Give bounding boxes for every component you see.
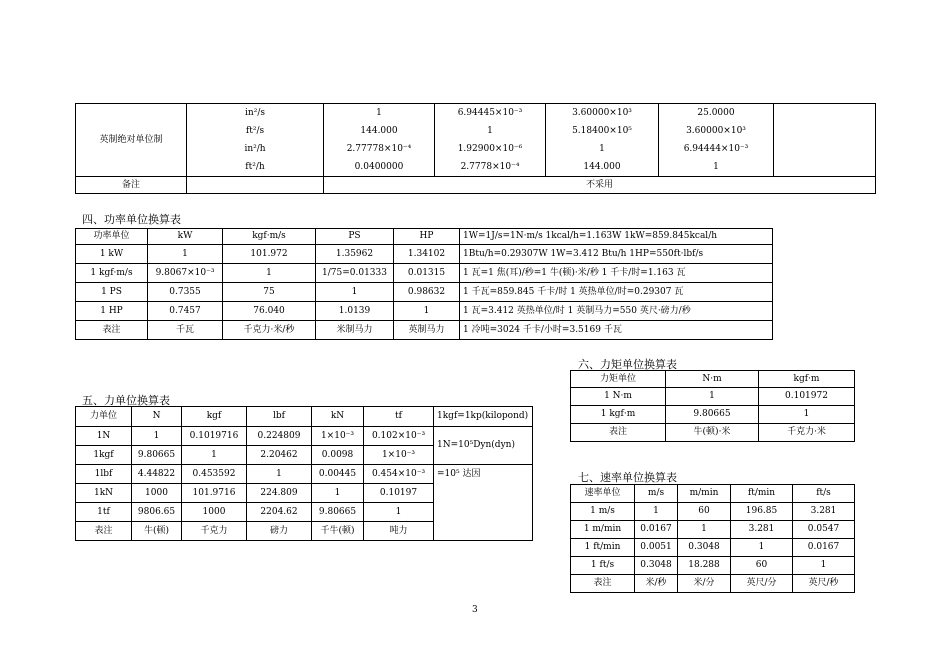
force-note: 1N=10⁵Dyn(dyn) <box>434 427 533 465</box>
value-cell: 1.92900×10⁻⁶ <box>457 144 523 154</box>
table-cell: 0.0167 <box>635 521 678 539</box>
column-header: 速率单位 <box>571 485 635 503</box>
table-row <box>76 427 533 446</box>
value-cell: 5.18400×10⁵ <box>572 126 632 136</box>
column-header: kgf·m <box>759 371 855 388</box>
table-cell: 224.809 <box>247 484 312 503</box>
table-cell: 0.101972 <box>759 388 855 406</box>
table-cell: 1 ft/min <box>571 539 635 557</box>
table-row <box>571 406 855 424</box>
table-cell: 英尺/秒 <box>793 575 855 593</box>
table-cell: 1.35962 <box>316 245 394 264</box>
remark-label: 备注 <box>76 177 187 194</box>
table-cell: 米/秒 <box>635 575 678 593</box>
unit-cell: ft²/h <box>245 162 265 172</box>
column-header: m/min <box>678 485 731 503</box>
force-note: 1kgf=1kp(kilopond) <box>434 407 533 427</box>
table-cell: 1 <box>132 427 182 446</box>
table-cell: 1.34102 <box>394 245 460 264</box>
table-cell: 0.454×10⁻³ <box>364 465 434 484</box>
table-cell: 1 m/min <box>571 521 635 539</box>
column-header: m/s <box>635 485 678 503</box>
force-note: =10⁵ 达因 <box>434 465 533 541</box>
table-cell: 牛(顿) <box>132 522 182 541</box>
unit-cell: in²/h <box>244 144 266 154</box>
table-cell: 1 <box>666 388 759 406</box>
units-col <box>187 104 324 177</box>
table-cell: 60 <box>678 503 731 521</box>
table-cell: 牛(顿)·米 <box>666 424 759 442</box>
value-cell: 25.0000 <box>697 108 735 118</box>
force-table-title: 五、力单位换算表 <box>82 394 170 407</box>
table-cell: 磅力 <box>247 522 312 541</box>
column-header: 力单位 <box>76 407 132 427</box>
column-header: N <box>132 407 182 427</box>
table-cell: 4.44822 <box>132 465 182 484</box>
table-cell: 0.1019716 <box>182 427 247 446</box>
table-cell: 1 m/s <box>571 503 635 521</box>
table-row <box>76 465 533 484</box>
table-row <box>76 302 773 321</box>
table-cell: 2.20462 <box>247 446 312 465</box>
value-cell: 6.94444×10⁻³ <box>683 144 749 154</box>
table-row <box>76 245 773 264</box>
table-cell: 9.80665 <box>666 406 759 424</box>
table-cell: 3.281 <box>793 503 855 521</box>
table-cell: 0.3048 <box>635 557 678 575</box>
table-cell: 1 冷吨=3024 千卡/小时=3.5169 千瓦 <box>460 321 773 340</box>
value-cell: 3.60000×10³ <box>686 126 746 136</box>
table-cell: 1kN <box>76 484 132 503</box>
table-cell: 1 <box>793 557 855 575</box>
column-header: kW <box>148 229 223 245</box>
value-col-3 <box>546 104 659 177</box>
table-cell: 千克力 <box>182 522 247 541</box>
column-header: PS <box>316 229 394 245</box>
table-cell: 196.85 <box>731 503 793 521</box>
column-header: tf <box>364 407 434 427</box>
table-cell: 1lbf <box>76 465 132 484</box>
table-cell: 1N <box>76 427 132 446</box>
column-header: ft/min <box>731 485 793 503</box>
table-cell: 0.0098 <box>312 446 364 465</box>
table-cell: 1 千瓦=859.845 千卡/时 1 英热单位/时=0.29307 瓦 <box>460 283 773 302</box>
table-cell: 1 <box>635 503 678 521</box>
table-cell: 0.98632 <box>394 283 460 302</box>
value-cell: 144.000 <box>360 126 398 136</box>
table-cell: 1 <box>247 465 312 484</box>
table-cell: 0.453592 <box>182 465 247 484</box>
table-cell: 英尺/分 <box>731 575 793 593</box>
table-cell: 1 <box>759 406 855 424</box>
table-cell: 0.0051 <box>635 539 678 557</box>
table-cell: 0.7457 <box>148 302 223 321</box>
value-cell: 144.000 <box>583 162 621 172</box>
table-cell: 1 N·m <box>571 388 666 406</box>
table-row <box>76 264 773 283</box>
column-header: N·m <box>666 371 759 388</box>
power-conversion-table <box>75 228 773 340</box>
table-row <box>571 424 855 442</box>
table-row <box>76 321 773 340</box>
value-cell: 0.0400000 <box>354 162 404 172</box>
unit-cell: in²/s <box>245 108 265 118</box>
table-cell: 0.01315 <box>394 264 460 283</box>
table-cell: 18.288 <box>678 557 731 575</box>
table-cell: 千克力·米/秒 <box>223 321 316 340</box>
table-cell: 1/75=0.01333 <box>316 264 394 283</box>
table-cell: 9.80665 <box>132 446 182 465</box>
table-cell: 0.7355 <box>148 283 223 302</box>
table-cell: 1.0139 <box>316 302 394 321</box>
power-table-title: 四、功率单位换算表 <box>82 213 181 226</box>
table-cell: 1 <box>316 283 394 302</box>
table-row <box>571 388 855 406</box>
table-cell: 75 <box>223 283 316 302</box>
table-row <box>571 557 855 575</box>
table-cell: 1 瓦=1 焦(耳)/秒=1 牛(顿)·米/秒 1 千卡/时=1.163 瓦 <box>460 264 773 283</box>
value-cell: 6.94445×10⁻³ <box>457 108 523 118</box>
table-header-row <box>76 229 773 245</box>
value-col-1 <box>324 104 435 177</box>
page-number: 3 <box>472 605 478 615</box>
value-cell: 1 <box>487 126 493 136</box>
table-cell: 0.102×10⁻³ <box>364 427 434 446</box>
table-cell: 1 <box>148 245 223 264</box>
table-row <box>571 539 855 557</box>
group-label: 英制绝对单位制 <box>76 104 187 177</box>
value-cell: 1 <box>599 144 605 154</box>
table-cell: 千牛(顿) <box>312 522 364 541</box>
table-row <box>571 503 855 521</box>
table-cell: 米制马力 <box>316 321 394 340</box>
table-cell: 1 ft/s <box>571 557 635 575</box>
table-cell: 1 <box>678 521 731 539</box>
viscosity-table-fragment <box>75 103 876 194</box>
table-cell: 0.3048 <box>678 539 731 557</box>
column-header: HP <box>394 229 460 245</box>
value-cell: 3.60000×10³ <box>572 108 632 118</box>
table-cell: 101.972 <box>223 245 316 264</box>
table-cell: 101.9716 <box>182 484 247 503</box>
column-header: kgf·m/s <box>223 229 316 245</box>
table-cell: 表注 <box>76 522 132 541</box>
table-cell: 1 kgf·m <box>571 406 666 424</box>
torque-conversion-table <box>570 370 855 442</box>
value-col-4 <box>659 104 774 177</box>
table-cell: 0.0547 <box>793 521 855 539</box>
speed-conversion-table <box>570 484 855 593</box>
remark-value: 不采用 <box>324 177 876 194</box>
table-cell: 1kgf <box>76 446 132 465</box>
table-row <box>571 521 855 539</box>
table-cell: 吨力 <box>364 522 434 541</box>
table-cell: 米/分 <box>678 575 731 593</box>
table-cell: 千瓦 <box>148 321 223 340</box>
table-cell: 76.040 <box>223 302 316 321</box>
value-cell: 2.77778×10⁻⁴ <box>346 144 412 154</box>
table-cell: 1000 <box>132 484 182 503</box>
table-cell: 1 瓦=3.412 英热单位/时 1 英制马力=550 英尺·磅力/秒 <box>460 302 773 321</box>
value-cell: 2.7778×10⁻⁴ <box>460 162 520 172</box>
table-cell: 2204.62 <box>247 503 312 522</box>
table-cell: 表注 <box>76 321 148 340</box>
table-cell: 1000 <box>182 503 247 522</box>
table-header-row <box>571 485 855 503</box>
table-row <box>76 283 773 302</box>
table-header-row <box>571 371 855 388</box>
table-cell: 1×10⁻³ <box>312 427 364 446</box>
value-cell: 1 <box>713 162 719 172</box>
column-header: kN <box>312 407 364 427</box>
table-cell: 1 kW <box>76 245 148 264</box>
table-cell: 9.8067×10⁻³ <box>148 264 223 283</box>
table-cell: 60 <box>731 557 793 575</box>
unit-cell: ft²/s <box>245 126 265 136</box>
table-cell: 1 <box>223 264 316 283</box>
table-cell: 1Btu/h=0.29307W 1W=3.412 Btu/h 1HP=550ft·lbf/s <box>460 245 773 264</box>
table-cell: 0.10197 <box>364 484 434 503</box>
force-conversion-table <box>75 406 533 541</box>
table-cell: 0.224809 <box>247 427 312 446</box>
column-header: ft/s <box>793 485 855 503</box>
column-header: 功率单位 <box>76 229 148 245</box>
table-cell: 1 <box>364 503 434 522</box>
empty-cell <box>774 104 876 177</box>
table-cell: 0.0167 <box>793 539 855 557</box>
table-cell: 1tf <box>76 503 132 522</box>
table-cell: 1 PS <box>76 283 148 302</box>
column-header: 力矩单位 <box>571 371 666 388</box>
table-cell: 1 <box>394 302 460 321</box>
table-cell: 0.00445 <box>312 465 364 484</box>
table-cell: 英制马力 <box>394 321 460 340</box>
table-row <box>571 575 855 593</box>
value-cell: 1 <box>376 108 382 118</box>
empty-cell <box>187 177 324 194</box>
value-col-2 <box>435 104 546 177</box>
table-cell: 1 <box>312 484 364 503</box>
speed-table-title: 七、速率单位换算表 <box>578 471 677 484</box>
column-header: 1W=1J/s=1N·m/s 1kcal/h=1.163W 1kW=859.845kcal/h <box>460 229 773 245</box>
table-cell: 9806.65 <box>132 503 182 522</box>
table-cell: 1 HP <box>76 302 148 321</box>
table-header-row <box>76 407 533 427</box>
table-cell: 3.281 <box>731 521 793 539</box>
table-cell: 表注 <box>571 575 635 593</box>
column-header: kgf <box>182 407 247 427</box>
column-header: lbf <box>247 407 312 427</box>
table-cell: 千克力·米 <box>759 424 855 442</box>
table-cell: 1 <box>182 446 247 465</box>
table-cell: 1 <box>731 539 793 557</box>
torque-table-title: 六、力矩单位换算表 <box>578 358 677 371</box>
table-cell: 9.80665 <box>312 503 364 522</box>
table-cell: 1 kgf·m/s <box>76 264 148 283</box>
table-cell: 表注 <box>571 424 666 442</box>
table-cell: 1×10⁻³ <box>364 446 434 465</box>
